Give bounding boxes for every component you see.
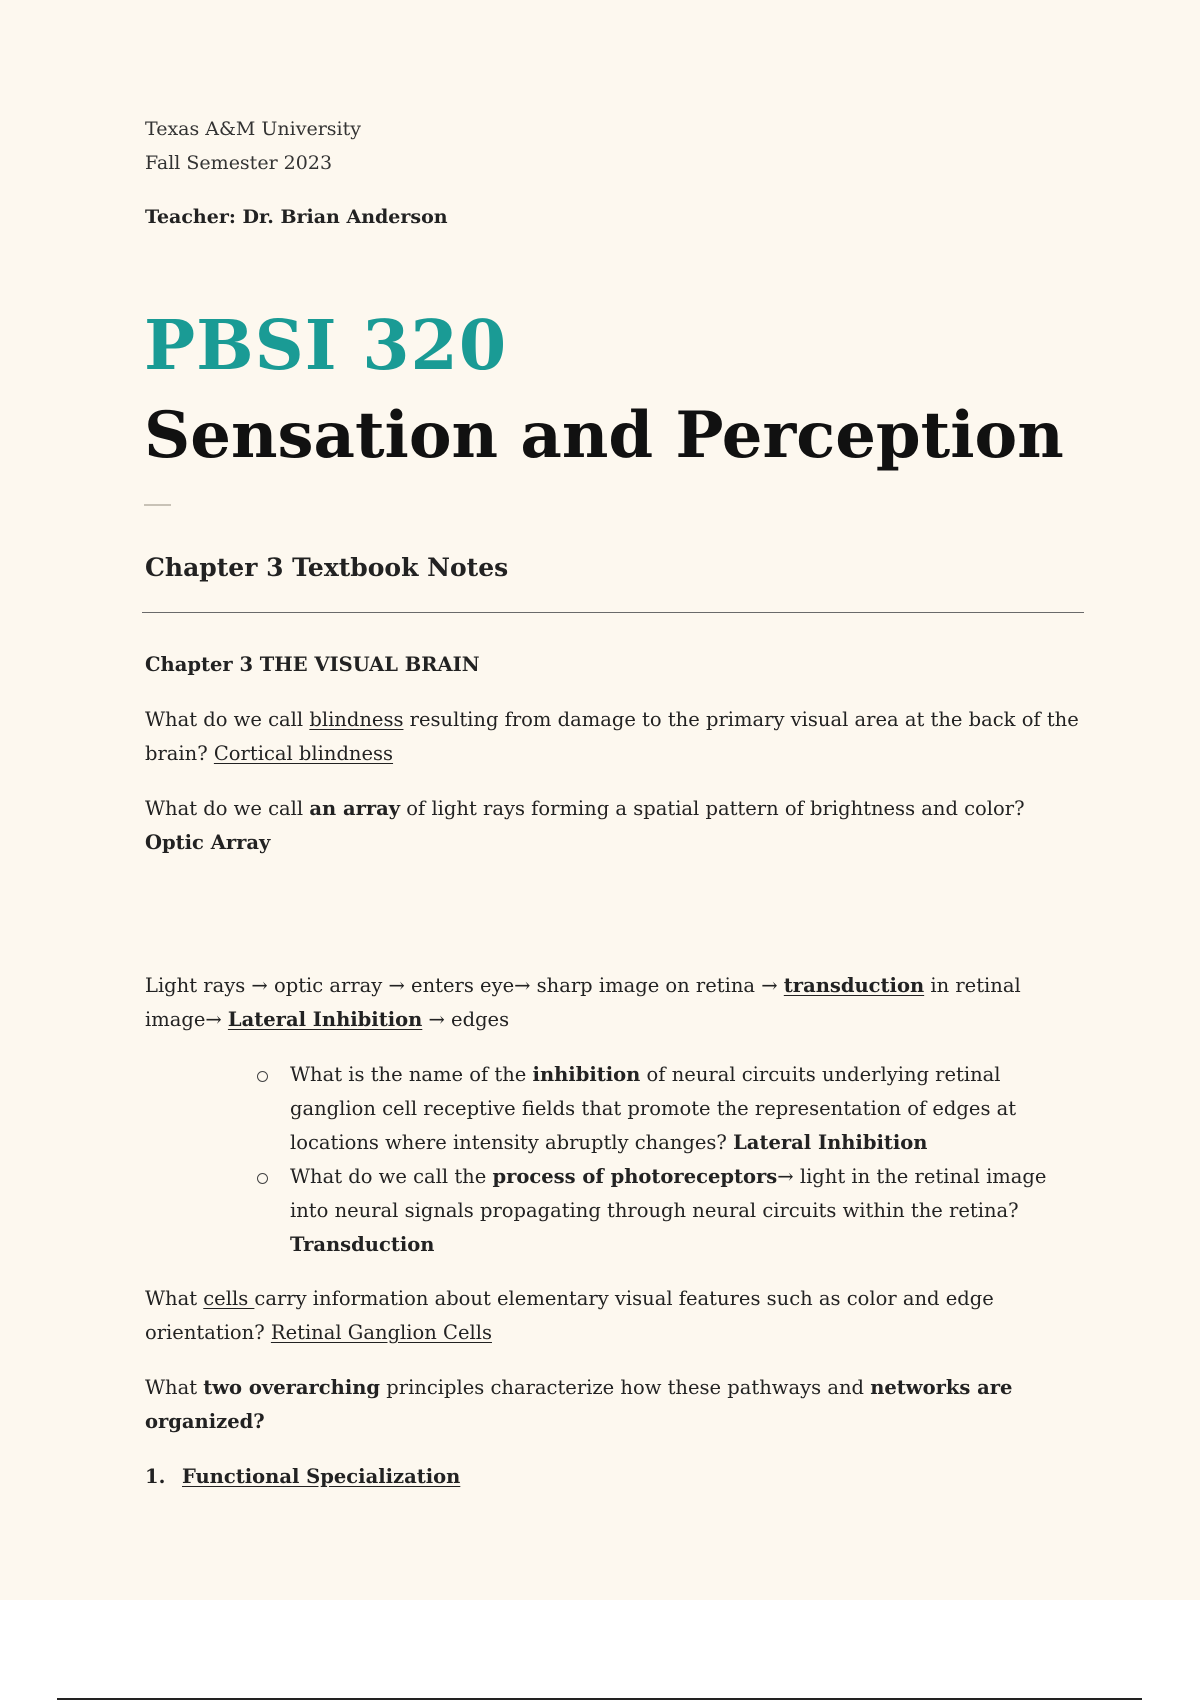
question-text: What — [145, 1376, 204, 1399]
question-text: of light rays forming a spatial pattern of brightness and color? — [400, 797, 1025, 820]
section-heading: Chapter 3 THE VISUAL BRAIN — [145, 653, 480, 676]
course-code: PBSI 320 — [144, 306, 508, 386]
teacher-name: Teacher: Dr. Brian Anderson — [145, 206, 448, 228]
list-item — [290, 1160, 1085, 1262]
question-paragraph — [145, 1371, 1085, 1439]
answer-text: Cortical blindness — [213, 742, 394, 765]
numbered-list — [145, 1460, 1085, 1494]
answer-text: Optic Array — [145, 831, 271, 854]
list-item — [290, 1058, 1085, 1160]
flow-text: in retinal image→ — [145, 974, 1021, 1031]
bullet-list — [145, 1058, 1085, 1262]
bold-term: networks are organized? — [145, 1376, 1013, 1433]
process-flow-paragraph — [145, 969, 1085, 1037]
bold-term: two overarching — [203, 1376, 381, 1399]
empty-line-space — [145, 881, 1085, 969]
question-text: → light in the retinal image into neural signals propagating through neural circuits within the retina? — [290, 1165, 1047, 1222]
institution-name: Texas A&M University — [145, 118, 361, 140]
question-text: What do we call the — [290, 1165, 493, 1188]
bold-term: inhibition — [532, 1063, 641, 1086]
document-subtitle: Chapter 3 Textbook Notes — [145, 553, 509, 582]
bold-underlined-term: Lateral Inhibition — [227, 1008, 423, 1031]
question-paragraph — [145, 1282, 1085, 1350]
question-text: resulting from damage to the primary visual area at the back of the brain? — [145, 708, 1079, 765]
flow-text: → edges — [422, 1008, 510, 1031]
question-text: What do we call — [145, 797, 310, 820]
question-text: principles characterize how these pathways and — [380, 1376, 871, 1399]
answer-text: Retinal Ganglion Cells — [270, 1321, 492, 1344]
question-paragraph — [145, 792, 1085, 860]
question-text: of neural circuits underlying retinal ganglion cell receptive fields that promote the representation of edges at locations where intensity abruptly changes? — [290, 1063, 1017, 1154]
course-title: Sensation and Perception — [144, 398, 1064, 473]
underlined-term: cells — [203, 1287, 255, 1310]
question-paragraph — [145, 703, 1085, 771]
list-number: 1. — [145, 1465, 166, 1488]
bold-term: process of photoreceptors — [492, 1165, 778, 1188]
horizontal-rule — [142, 612, 1084, 613]
answer-text: Lateral Inhibition — [733, 1131, 928, 1154]
question-text: What do we call — [145, 708, 310, 731]
question-text: carry information about elementary visual features such as color and edge orientation? — [145, 1287, 994, 1344]
notes-body — [145, 648, 1085, 1494]
list-item — [145, 1460, 1085, 1494]
underlined-term: blindness — [309, 708, 404, 731]
bold-underlined-term: Functional Specialization — [182, 1465, 461, 1488]
bold-underlined-term: transduction — [783, 974, 925, 997]
question-text: What — [145, 1287, 204, 1310]
title-divider-dash — [144, 504, 171, 506]
flow-text: Light rays → optic array → enters eye→ sharp image on retina → — [145, 974, 784, 997]
answer-text: Transduction — [290, 1233, 435, 1256]
bold-term: an array — [309, 797, 401, 820]
question-text: What is the name of the — [290, 1063, 533, 1086]
semester-label: Fall Semester 2023 — [145, 152, 333, 174]
